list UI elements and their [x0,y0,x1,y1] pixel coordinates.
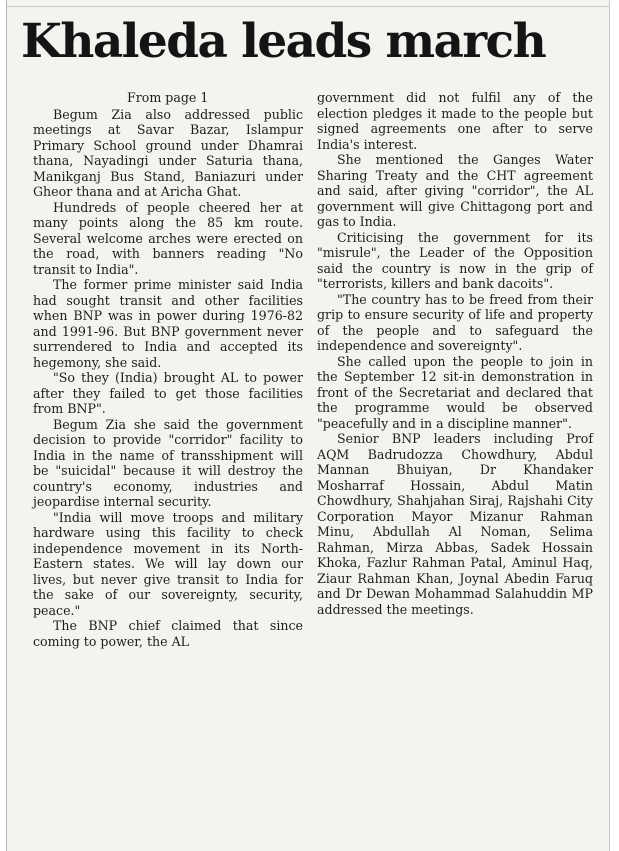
newspaper-clipping [6,0,610,851]
headline: Khaleda leads march [21,14,546,69]
paragraph: Begum Zia she said the government decision to provide "corridor" facility to India in the name of transshipment will be "suicidal" because it will destroy the country's economy, industries and jeopardise internal security. [33,416,303,509]
paragraph: "India will move troops and military hardware using this facility to check independence movement in its North-Eastern states. We will lay down our lives, but never give transit to India for the sake of our sovereignty, security, peace." [33,509,303,618]
top-rule [7,0,609,7]
paragraph: "The country has to be freed from their grip to ensure security of life and property of the people and to safeguard the independence and sovereignty". [317,291,593,353]
paragraph: government did not fulfil any of the election pledges it made to the people but signed agreements one after to serve India's interest. [317,90,593,152]
paragraph: The former prime minister said India had sought transit and other facilities when BNP was in power during 1976-82 and 1991-96. But BNP government never surrendered to India and accepted its hegemony, she said. [33,277,303,370]
paragraph: Hundreds of people cheered her at many points along the 85 km route. Several welcome arches were erected on the road, with banners reading "No transit to India". [33,199,303,277]
article-column-left [33,90,303,649]
paragraph: Senior BNP leaders including Prof AQM Badrudozza Chowdhury, Abdul Mannan Bhuiyan, Dr Khandaker Mosharraf Hossain, Abdul Matin Chowdhury, Shahjahan Siraj, Rajshahi City Corporation Mayor Mizanur Rahman Minu, Abdullah Al Noman, Selima Rahman, Mirza Abbas, Sadek Hossain Khoka, Fazlur Rahman Patal, Aminul Haq, Ziaur Rahman Khan, Joynal Abedin Faruq and Dr Dewan Mohammad Salahuddin MP addressed the meetings. [317,431,593,617]
continued-from-label: From page 1 [127,90,209,105]
paragraph: Criticising the government for its "misrule", the Leader of the Opposition said the country is now in the grip of "terrorists, killers and bank dacoits". [317,229,593,291]
paragraph: She mentioned the Ganges Water Sharing Treaty and the CHT agreement and said, after giving "corridor", the AL government will give Chittagong port and gas to India. [317,152,593,229]
paragraph: She called upon the people to join in the September 12 sit-in demonstration in front of the Secretariat and declared that the programme would be observed "peacefully and in a discipline manner". [317,353,593,431]
paragraph: Begum Zia also addressed public meetings at Savar Bazar, Islampur Primary School ground under Dhamrai thana, Nayadingi under Saturia thana, Manikganj Bus Stand, Baniazuri under Gheor thana and at Aricha Ghat. [33,106,303,199]
paragraph: The BNP chief claimed that since coming to power, the AL [33,618,303,649]
paragraph: "So they (India) brought AL to power after they failed to get those facilities from BNP". [33,370,303,416]
article-column-right [317,90,593,617]
